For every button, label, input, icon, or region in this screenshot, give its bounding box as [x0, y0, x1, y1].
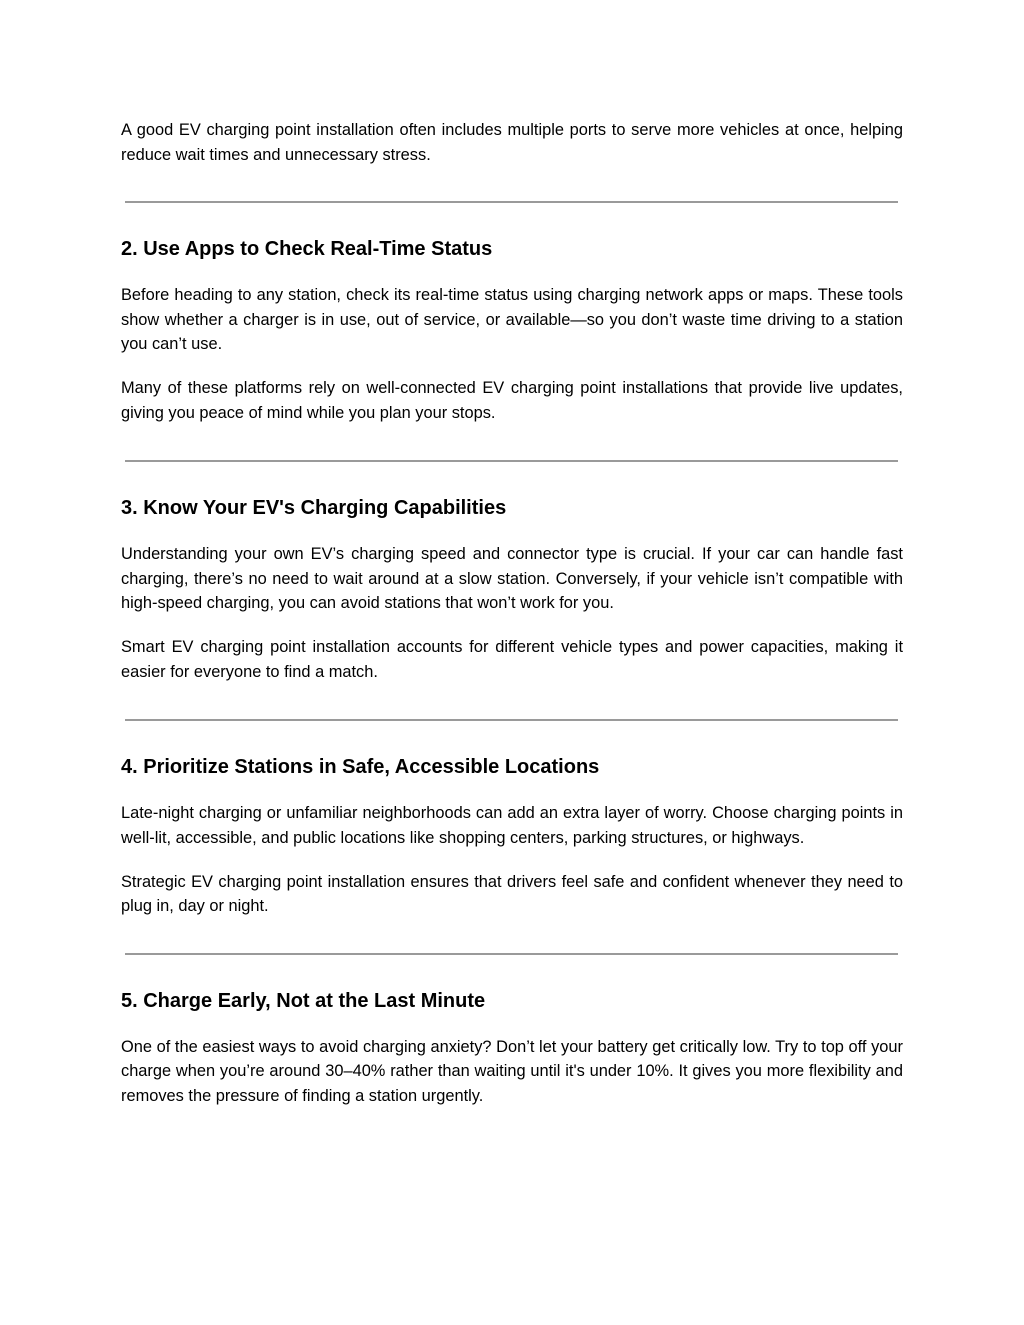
section-heading: 3. Know Your EV's Charging Capabilities: [121, 497, 507, 519]
section-safe-locations: [121, 755, 903, 919]
section-divider: [125, 719, 898, 721]
intro-paragraph: A good EV charging point installation often includes multiple ports to serve more vehicles at once, helping reduce wait times and unnecessary stress.: [121, 121, 903, 164]
section-divider: [125, 460, 898, 462]
section-real-time-status: [121, 237, 903, 425]
section-paragraph: Before heading to any station, check its real-time status using charging network apps or maps. These tools show whether a charger is in use, out of service, or available—so you don’t waste time driving to a station you can’t use.: [121, 286, 903, 353]
section-heading: 2. Use Apps to Check Real-Time Status: [121, 238, 493, 260]
document-page: [121, 118, 903, 1108]
section-paragraph: Smart EV charging point installation accounts for different vehicle types and power capacities, making it easier for everyone to find a match.: [121, 638, 903, 681]
section-paragraph: One of the easiest ways to avoid charging anxiety? Don’t let your battery get critically low. Try to top off your charge when you’re around 30–40% rather than waiting until it's under 10%. It gives you more flexibility and removes the pressure of finding a station urgently.: [121, 1037, 903, 1105]
section-paragraph: Strategic EV charging point installation ensures that drivers feel safe and confident whenever they need to plug in, day or night.: [121, 872, 903, 915]
section-paragraph: Many of these platforms rely on well-connected EV charging point installations that provide live updates, giving you peace of mind while you plan your stops.: [121, 379, 903, 422]
section-divider: [125, 201, 898, 203]
section-heading: 5. Charge Early, Not at the Last Minute: [121, 989, 486, 1012]
section-divider: [125, 953, 898, 955]
section-paragraph: Late-night charging or unfamiliar neighborhoods can add an extra layer of worry. Choose charging points in well-lit, accessible, and public locations like shopping centers, parking structures, or highways.: [121, 804, 903, 847]
section-heading: 4. Prioritize Stations in Safe, Accessible Locations: [121, 756, 600, 778]
section-charging-capabilities: [121, 496, 903, 684]
section-charge-early: [121, 989, 903, 1109]
section-paragraph: Understanding your own EV’s charging speed and connector type is crucial. If your car can handle fast charging, there’s no need to wait around at a slow station. Conversely, if your vehicle isn’t compatible with high-speed charging, you can avoid stations that won’t work for you.: [121, 545, 903, 612]
